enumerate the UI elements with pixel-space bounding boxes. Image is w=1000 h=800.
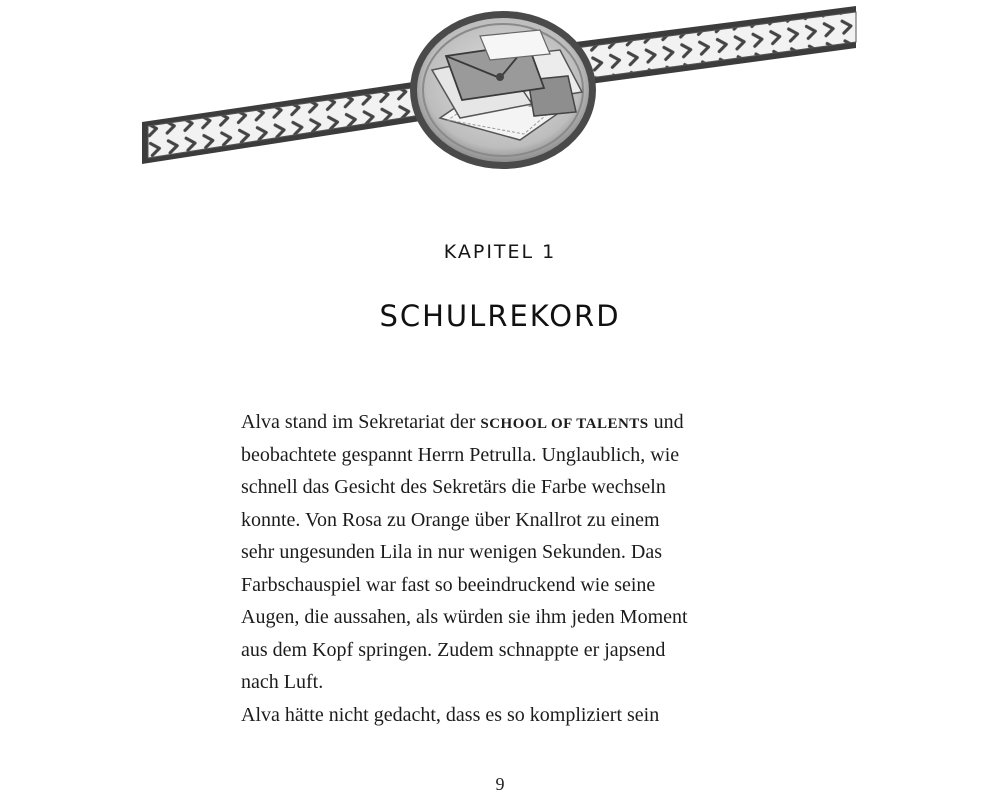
body-line: sehr ungesunden Lila in nur wenigen Sekunden. Das	[241, 541, 663, 563]
right-ornament-band	[560, 6, 856, 88]
chapter-body	[241, 406, 761, 731]
body-line: Alva hätte nicht gedacht, dass es so kompliziert sein	[241, 703, 660, 726]
chapter-number: KAPITEL 1	[443, 241, 557, 263]
left-ornament-band	[142, 78, 440, 164]
school-name: SCHOOL OF TALENTS	[480, 416, 649, 432]
body-line: aus dem Kopf springen. Zudem schnappte er japsend	[241, 638, 666, 661]
body-line-end: und	[648, 411, 684, 433]
body-line: Augen, die aussahen, als würden sie ihm jeden Moment	[241, 606, 688, 628]
body-line: nach Luft.	[241, 671, 324, 693]
body-line	[241, 406, 761, 439]
body-line: konnte. Von Rosa zu Orange über Knallrot zu einem	[241, 508, 660, 531]
body-line: beobachtete gespannt Herrn Petrulla. Unglaublich, wie	[241, 443, 680, 466]
body-line: Farbschauspiel war fast so beeindruckend wie seine	[241, 573, 656, 596]
page-number: 9	[495, 774, 505, 794]
chapter-banner-illustration	[0, 0, 1000, 180]
chapter-title: SCHULREKORD	[379, 299, 621, 333]
body-line-start: Alva stand im Sekretariat der	[241, 411, 481, 433]
body-line: schnell das Gesicht des Sekretärs die Farbe wechseln	[241, 476, 666, 498]
envelopes-medallion-icon	[410, 11, 596, 169]
